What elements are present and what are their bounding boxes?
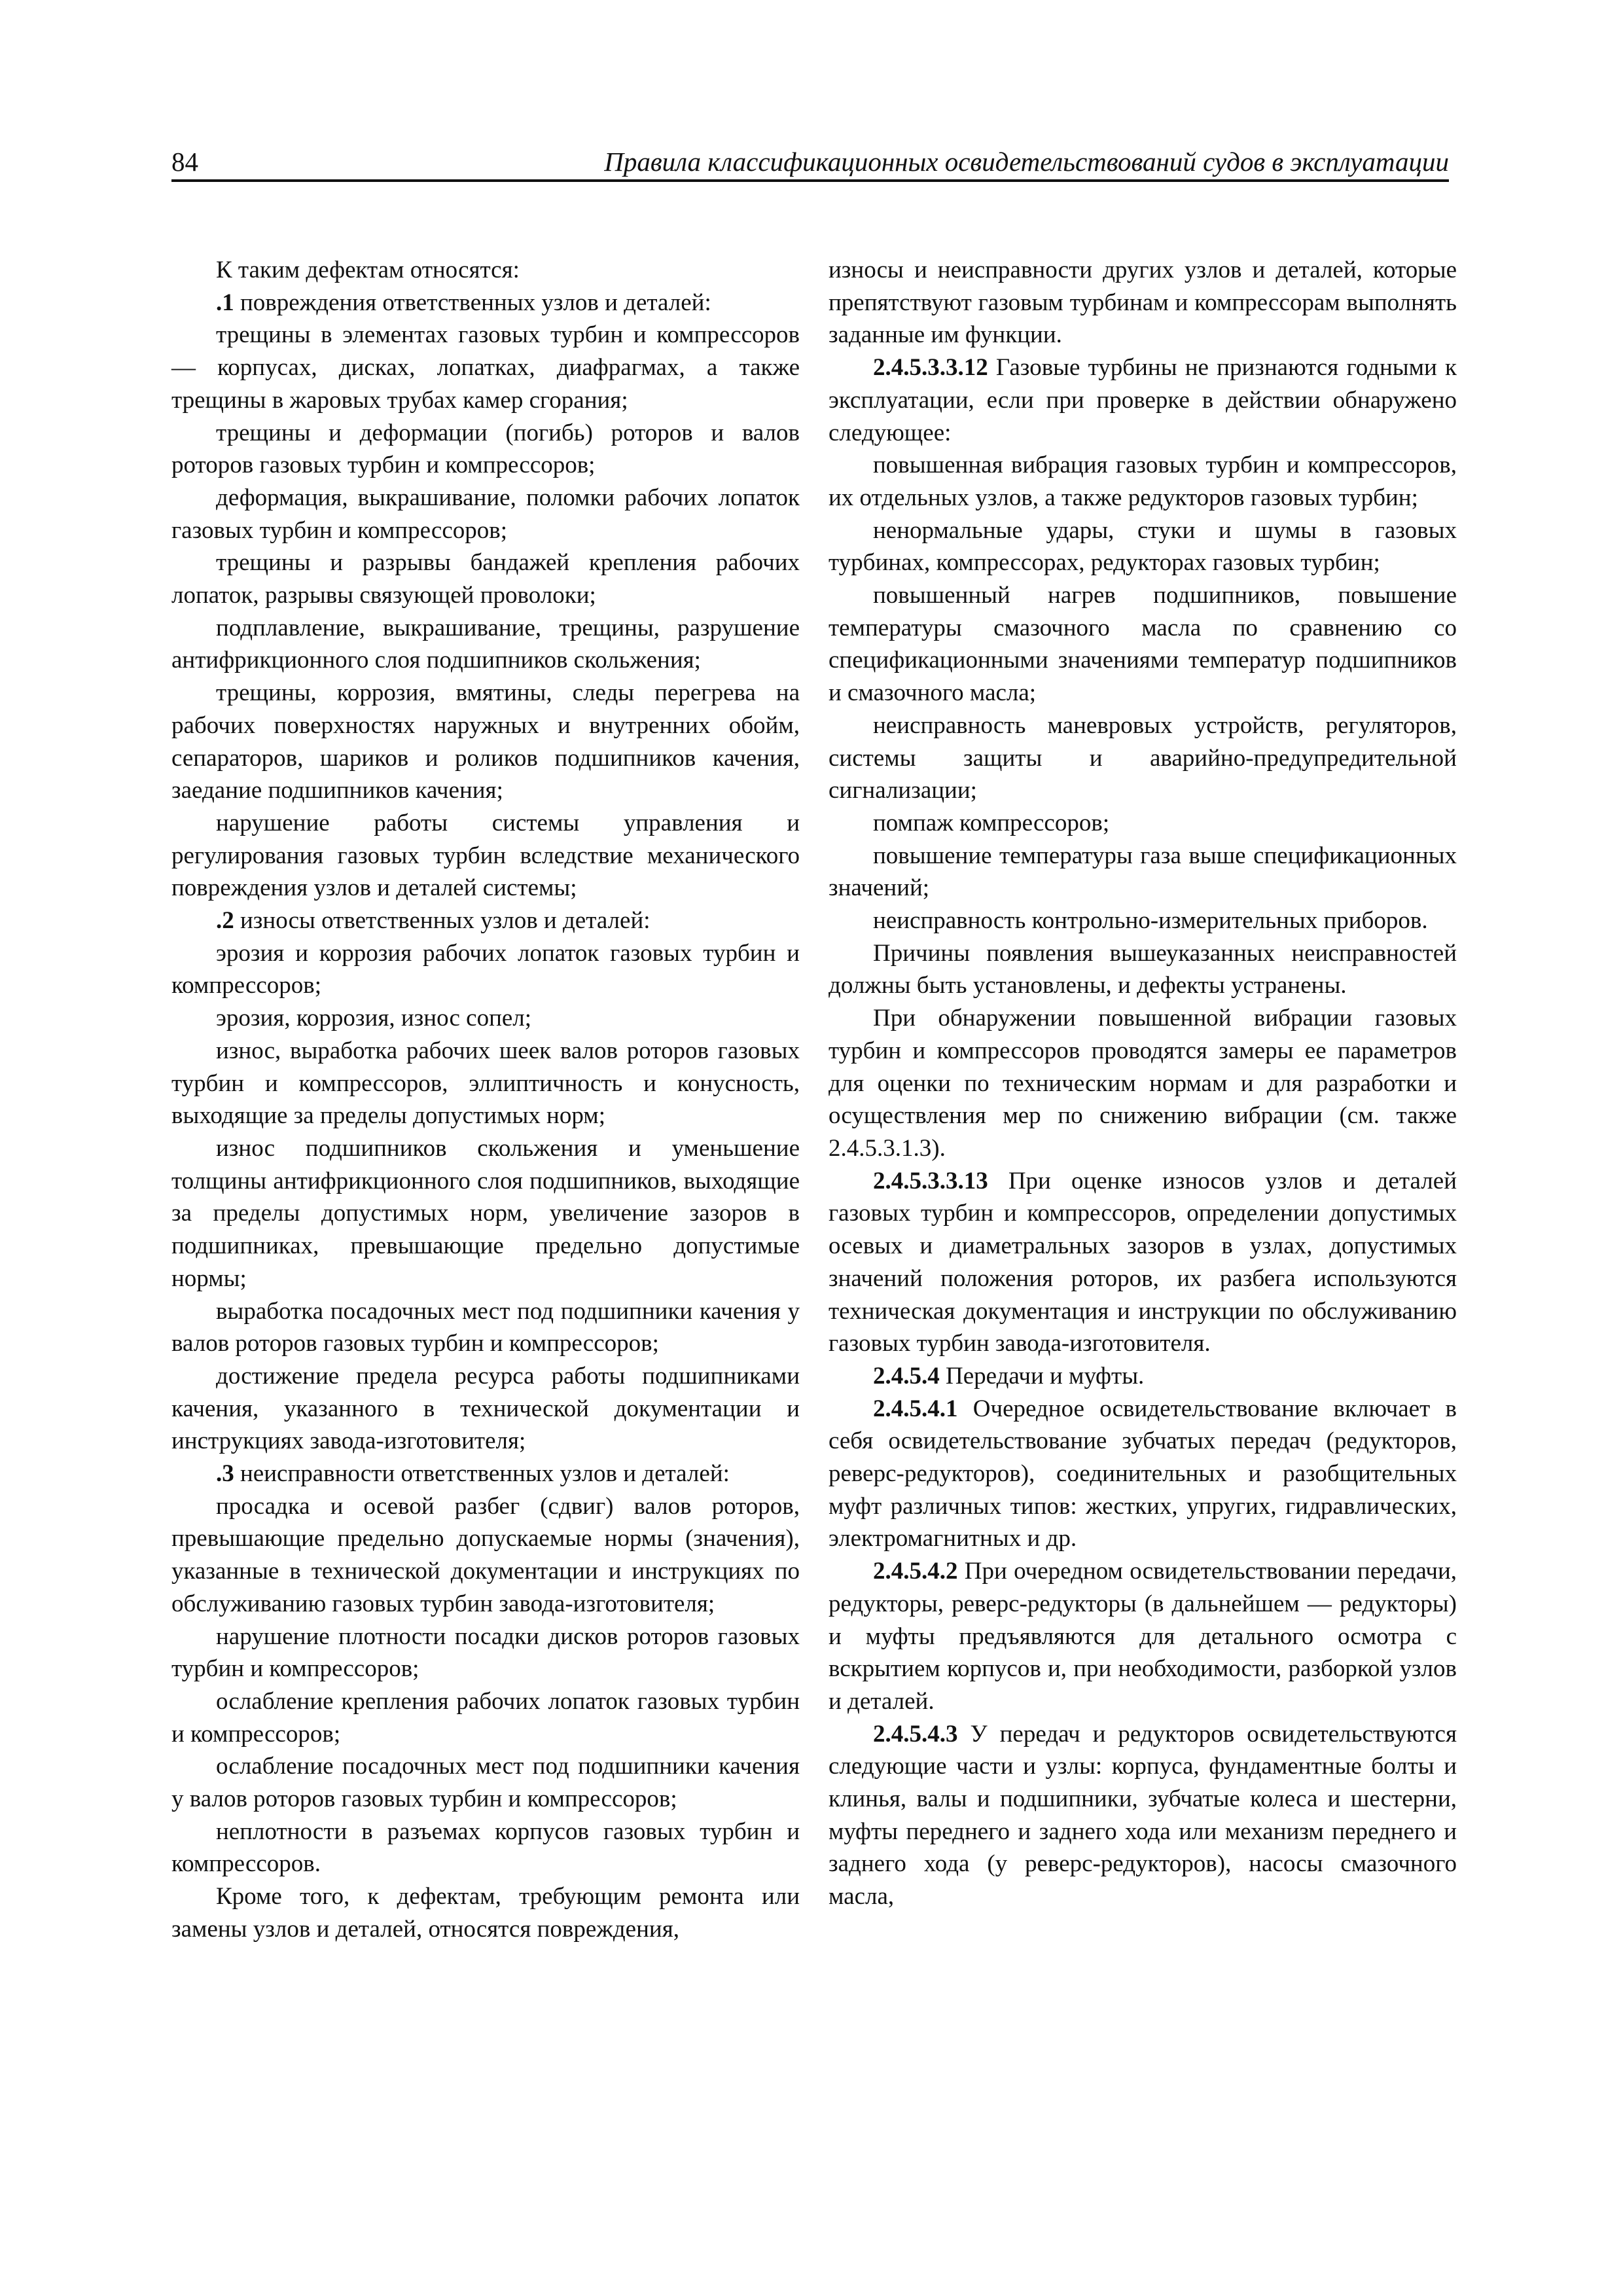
paragraph-text: К таким дефектам относятся: — [216, 257, 520, 283]
paragraph-text: трещины в элементах газовых турбин и компрессоров — корпусах, дисках, лопатках, диафрагмах, а также трещины в жаровых трубах камер сгорания; — [171, 321, 800, 414]
header-divider — [171, 179, 1449, 182]
paragraph-text: трещины и разрывы бандажей крепления рабочих лопаток, разрывы связующей проволоки; — [171, 549, 800, 609]
paragraph-text: Очередное освидетельствование включает в себя освидетельствование зубчатых передач (редукторов, реверс-редукторов), соединительных и разобщительных муфт различных типов: жестких, упругих, гидравлических, электромагнитных и др. — [829, 1395, 1457, 1552]
paragraph — [171, 1816, 800, 1880]
paragraph-text: эрозия и коррозия рабочих лопаток газовых турбин и компрессоров; — [171, 939, 800, 999]
paragraph-text: просадка и осевой разбег (сдвиг) валов роторов, превышающие предельно допускаемые нормы (значения), указанные в технической документации и инструкциях по обслуживанию газовых турбин завода-изготовителя; — [171, 1492, 800, 1617]
paragraph — [829, 807, 1457, 840]
paragraph-text: повышенная вибрация газовых турбин и компрессоров, их отдельных узлов, а также редукторов газовых турбин; — [829, 452, 1457, 511]
running-header-title: Правила классификационных освидетельствований судов в эксплуатации — [604, 147, 1449, 177]
paragraph-text: выработка посадочных мест под подшипники качения у валов роторов газовых турбин и компрессоров; — [171, 1297, 800, 1357]
paragraph-text: Причины появления вышеуказанных неисправностей должны быть установлены, и дефекты устранены. — [829, 939, 1457, 999]
clause-number: .1 — [216, 289, 234, 316]
paragraph — [829, 840, 1457, 905]
paragraph — [171, 1458, 800, 1490]
paragraph-text: износы ответственных узлов и деталей: — [234, 907, 651, 935]
paragraph-text: При очередном освидетельствовании передачи, редукторы, реверс-редукторы (в дальнейшем — редукторы) и муфты предъявляются для детального осмотра с вскрытием корпусов и, при необходимости, разборкой узлов и деталей. — [829, 1558, 1457, 1715]
paragraph — [171, 1035, 800, 1132]
paragraph-text: износ, выработка рабочих шеек валов роторов газовых турбин и компрессоров, эллиптичность и конусность, выходящие за пределы допустимых норм; — [171, 1037, 800, 1130]
paragraph-text: нарушение работы системы управления и регулирования газовых турбин вследствие механического повреждения узлов и деталей системы; — [171, 809, 800, 902]
paragraph-text: износ подшипников скольжения и уменьшение толщины антифрикционного слоя подшипников, выходящие за пределы допустимых норм, увеличение зазоров в подшипниках, превышающие предельно допустимые нормы; — [171, 1134, 800, 1292]
paragraph-text: ослабление посадочных мест под подшипники качения у валов роторов газовых турбин и компрессоров; — [171, 1753, 800, 1813]
paragraph — [171, 1295, 800, 1360]
paragraph — [829, 449, 1457, 514]
paragraph — [829, 1165, 1457, 1360]
paragraph — [171, 1685, 800, 1750]
paragraph — [829, 1393, 1457, 1556]
paragraph — [829, 709, 1457, 807]
paragraph — [829, 1002, 1457, 1165]
clause-number: 2.4.5.4 — [873, 1362, 940, 1390]
paragraph-text: повреждения ответственных узлов и деталей: — [234, 289, 711, 316]
paragraph-text: повышение температуры газа выше спецификационных значений; — [829, 842, 1457, 902]
paragraph — [171, 1360, 800, 1458]
paragraph — [171, 1621, 800, 1685]
paragraph-text: трещины и деформации (погибь) роторов и валов роторов газовых турбин и компрессоров; — [171, 419, 800, 479]
paragraph-text: эрозия, коррозия, износ сопел; — [216, 1005, 532, 1032]
paragraph-text: нарушение плотности посадки дисков роторов газовых турбин и компрессоров; — [171, 1623, 800, 1683]
clause-number: 2.4.5.4.3 — [873, 1720, 958, 1748]
paragraph-text: неисправности ответственных узлов и деталей: — [234, 1460, 730, 1488]
paragraph — [171, 1002, 800, 1035]
paragraph — [171, 254, 800, 287]
paragraph — [171, 1490, 800, 1621]
clause-number: 2.4.5.3.3.12 — [873, 354, 988, 382]
paragraph-text: При оценке износов узлов и деталей газовых турбин и компрессоров, определении допустимых осевых и диаметральных зазоров в узлах, допустимых значений положения роторов, их разбега используются техническая документация и инструкции по обслуживанию газовых турбин завода-изготовителя. — [829, 1167, 1457, 1357]
paragraph — [171, 807, 800, 905]
paragraph-text: ослабление крепления рабочих лопаток газовых турбин и компрессоров; — [171, 1687, 800, 1748]
paragraph-text: достижение предела ресурса работы подшипниками качения, указанного в технической документации и инструкциях завода-изготовителя; — [171, 1362, 800, 1455]
paragraph — [171, 287, 800, 319]
paragraph-text: неплотности в разъемах корпусов газовых турбин и компрессоров. — [171, 1818, 800, 1878]
paragraph-text: неисправность маневровых устройств, регуляторов, системы защиты и аварийно-предупредительной сигнализации; — [829, 711, 1457, 804]
paragraph-text: Газовые турбины не признаются годными к эксплуатации, если при проверке в действии обнаружено следующее: — [829, 354, 1457, 446]
right-text-column — [829, 254, 1457, 1913]
paragraph-text: износы и неисправности других узлов и деталей, которые препятствуют газовым турбинам и компрессорам выполнять заданные им функции. — [829, 257, 1457, 349]
paragraph — [171, 417, 800, 482]
paragraph-text: При обнаружении повышенной вибрации газовых турбин и компрессоров проводятся замеры ее параметров для оценки по техническим нормам и для разработки и осуществления мер по снижению вибрации (см. также 2.4.5.3.1.3). — [829, 1005, 1457, 1162]
paragraph-text: У передач и редукторов освидетельствуются следующие части и узлы: корпуса, фундаментные болты и клинья, валы и подшипники, зубчатые колеса и шестерни, муфты переднего и заднего хода или механизм переднего и заднего хода (у реверс-редукторов), насосы смазочного масла, — [829, 1720, 1457, 1910]
clause-number: .3 — [216, 1460, 234, 1488]
clause-number: .2 — [216, 907, 234, 935]
paragraph — [171, 937, 800, 1002]
paragraph — [829, 905, 1457, 937]
paragraph-text: Кроме того, к дефектам, требующим ремонта или замены узлов и деталей, относятся повреждения, — [171, 1883, 800, 1943]
paragraph-text: помпаж компрессоров; — [873, 809, 1110, 836]
paragraph-text: неисправность контрольно-измерительных приборов. — [873, 907, 1428, 935]
page-number: 84 — [171, 147, 198, 177]
paragraph-text: повышенный нагрев подшипников, повышение температуры смазочного масла по сравнению со спецификационными значениями температур подшипников и смазочного масла; — [829, 582, 1457, 707]
paragraph-text: подплавление, выкрашивание, трещины, разрушение антифрикционного слоя подшипников скольжения; — [171, 614, 800, 674]
paragraph — [829, 579, 1457, 709]
clause-number: 2.4.5.4.1 — [873, 1395, 958, 1422]
paragraph — [171, 1880, 800, 1945]
paragraph — [829, 1360, 1457, 1393]
paragraph — [829, 937, 1457, 1002]
clause-number: 2.4.5.3.3.13 — [873, 1167, 988, 1194]
paragraph-text: ненормальные удары, стуки и шумы в газовых турбинах, компрессорах, редукторах газовых турбин; — [829, 516, 1457, 577]
paragraph — [829, 514, 1457, 579]
paragraph — [829, 254, 1457, 351]
clause-number: 2.4.5.4.2 — [873, 1558, 958, 1585]
paragraph — [829, 1555, 1457, 1718]
paragraph-text: трещины, коррозия, вмятины, следы перегрева на рабочих поверхностях наружных и внутренних обойм, сепараторов, шариков и роликов подшипников качения, заедание подшипников качения; — [171, 679, 800, 804]
left-text-column — [171, 254, 800, 1946]
paragraph — [171, 482, 800, 547]
paragraph — [171, 905, 800, 937]
paragraph-text: деформация, выкрашивание, поломки рабочих лопаток газовых турбин и компрессоров; — [171, 484, 800, 544]
paragraph — [171, 547, 800, 611]
paragraph — [171, 612, 800, 677]
paragraph — [171, 1750, 800, 1815]
paragraph — [171, 1132, 800, 1295]
paragraph — [829, 1718, 1457, 1913]
paragraph-text: Передачи и муфты. — [939, 1362, 1145, 1390]
paragraph — [171, 319, 800, 416]
paragraph — [829, 351, 1457, 449]
paragraph — [171, 677, 800, 807]
